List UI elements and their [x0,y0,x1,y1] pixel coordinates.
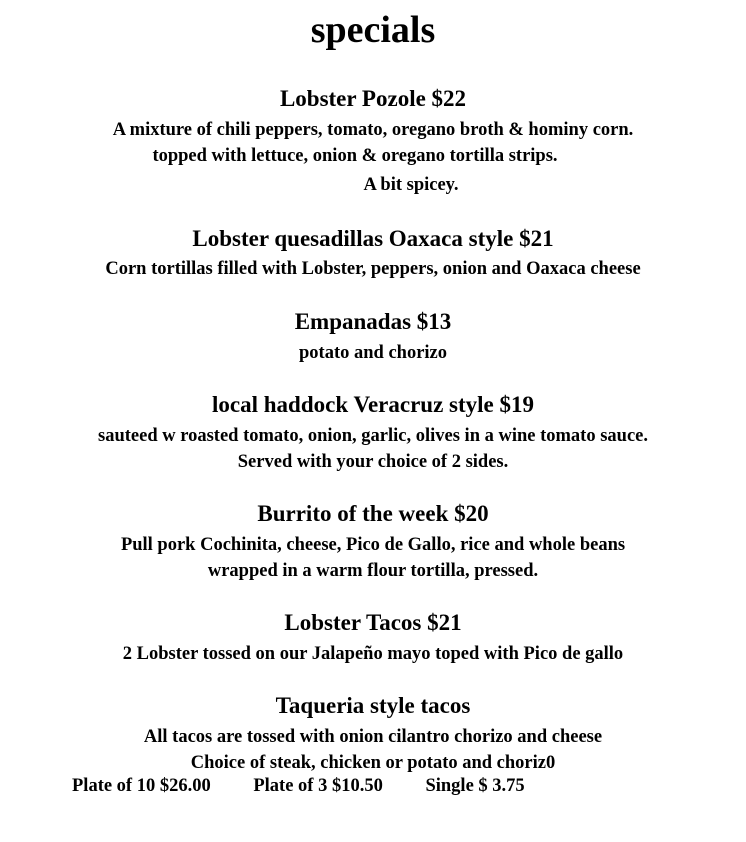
menu-item-description: A bit spicey. [363,175,459,195]
menu-item-heading: Taqueria style tacos [275,693,471,718]
menu-item-heading: Burrito of the week $20 [257,501,489,526]
plate-of-10-price: Plate of 10 $26.00 [72,776,211,796]
menu-item-heading: local haddock Veracruz style $19 [212,392,534,417]
menu-item-description: A mixture of chili peppers, tomato, oregano broth & hominy corn. [112,120,634,140]
taco-price-row [72,776,525,797]
menu-item-heading: Lobster Tacos $21 [284,610,462,635]
menu-item-description: Pull pork Cochinita, cheese, Pico de Gallo, rice and whole beans [120,535,626,555]
menu-item-description: topped with lettuce, onion & oregano tortilla strips. [152,146,558,166]
menu-item-heading: Lobster Pozole $22 [279,86,467,111]
menu-item-description: Served with your choice of 2 sides. [237,452,509,472]
plate-of-3-price: Plate of 3 $10.50 [253,776,383,796]
menu-item-description: sauteed w roasted tomato, onion, garlic, olives in a wine tomato sauce. [98,426,648,446]
menu-item-description: Corn tortillas filled with Lobster, peppers, onion and Oaxaca cheese [105,259,641,279]
menu-item-description: 2 Lobster tossed on our Jalapeño mayo toped with Pico de gallo [122,644,624,664]
menu-item-heading: Lobster quesadillas Oaxaca style $21 [192,226,554,251]
menu-item-description: All tacos are tossed with onion cilantro chorizo and cheese [143,727,603,747]
menu-item-description: Choice of steak, chicken or potato and choriz0 [190,753,556,773]
single-taco-price: Single $ 3.75 [425,776,525,796]
menu-item-description: potato and chorizo [299,343,447,363]
menu-item-description: wrapped in a warm flour tortilla, pressed. [207,561,539,581]
page-title: specials [310,9,436,51]
menu-item-heading: Empanadas $13 [294,309,452,334]
